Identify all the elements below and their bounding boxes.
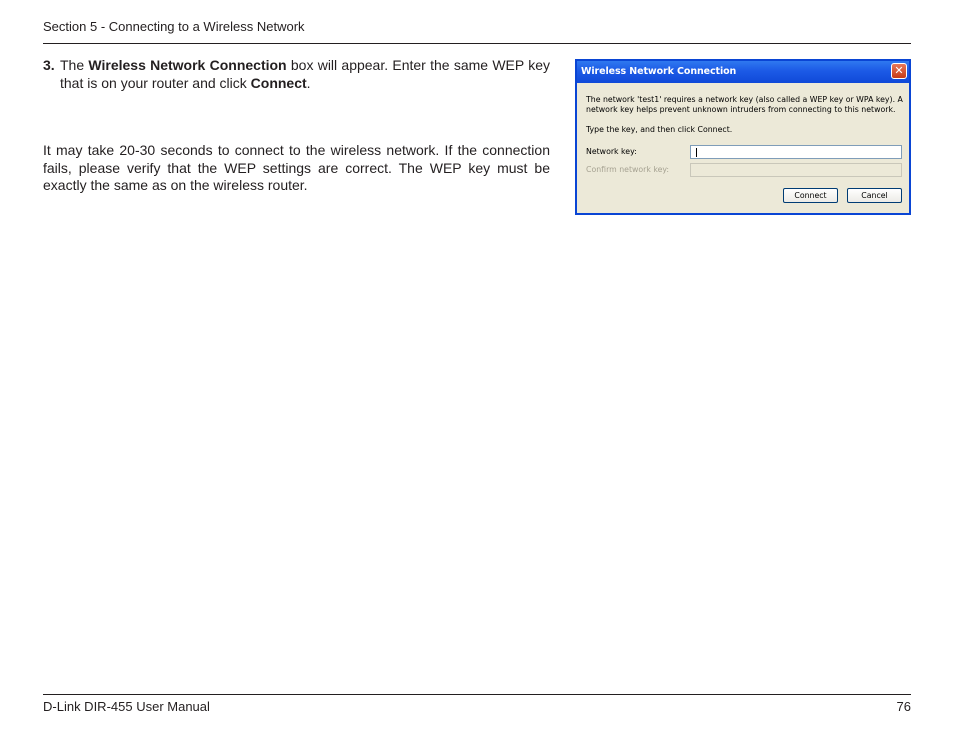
text-caret [696, 148, 697, 157]
wireless-network-connection-dialog [575, 59, 911, 215]
dialog-message: The network 'test1' requires a network key (also called a WEP key or WPA key). A network key helps prevent unknown intruders from connecting to this network. [586, 95, 903, 114]
footer-divider [43, 694, 911, 695]
connection-note: It may take 20-30 seconds to connect to the wireless network. If the connection fails, please verify that the WEP settings are correct. The WEP key must be exactly the same as on the wireless router. [43, 142, 550, 193]
step-3-instruction [43, 56, 550, 92]
connect-button[interactable]: Connect [783, 188, 838, 203]
step-text-2: box will appear. Enter the same WEP key that is on your router and click [60, 57, 550, 91]
step-bold-connect: Connect [250, 75, 307, 91]
step-text-1: The [60, 57, 89, 73]
dialog-title-bar[interactable] [577, 61, 909, 83]
network-key-input[interactable] [690, 145, 902, 159]
confirm-network-key-label: Confirm network key: [586, 165, 670, 174]
page-number: 76 [896, 699, 911, 714]
step-text-3: . [306, 75, 311, 91]
step-number: 3. [43, 57, 55, 73]
header-divider [43, 43, 911, 44]
network-key-label: Network key: [586, 147, 637, 156]
dialog-prompt: Type the key, and then click Connect. [586, 125, 733, 134]
dialog-title: Wireless Network Connection [581, 66, 737, 77]
cancel-button[interactable]: Cancel [847, 188, 902, 203]
close-icon[interactable]: ✕ [891, 63, 907, 79]
section-header: Section 5 - Connecting to a Wireless Network [43, 19, 305, 34]
step-bold-dialog-name: Wireless Network Connection [88, 57, 287, 73]
confirm-network-key-input[interactable] [690, 163, 902, 177]
manual-name: D-Link DIR-455 User Manual [43, 699, 210, 714]
